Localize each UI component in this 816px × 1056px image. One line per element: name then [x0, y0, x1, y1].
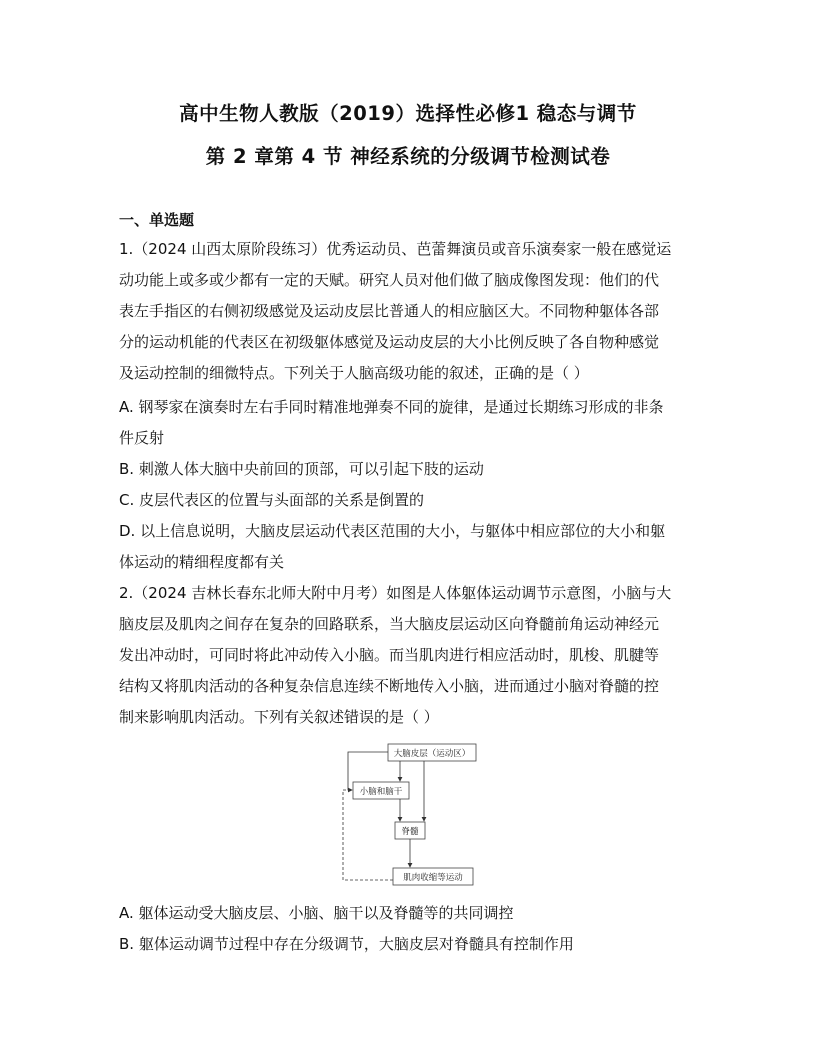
cerebellum-label: 小脑和脑干 [359, 787, 403, 797]
document-title-line1: 高中生物人教版（2019）选择性必修1 稳态与调节 [179, 102, 637, 125]
question-1-stem-line: 表左手指区的右侧初级感觉及运动皮层比普通人的相应脑区大。不同物种躯体各部 [119, 302, 660, 320]
question-1-stem-line: 分的运动机能的代表区在初级躯体感觉及运动皮层的大小比例反映了各自物种感觉 [119, 333, 660, 351]
question-1-option-d: D. 以上信息说明，大脑皮层运动代表区范围的大小，与躯体中相应部位的大小和躯 [119, 522, 666, 540]
question-2-stem-line: 结构又将肌肉活动的各种复杂信息连续不断地传入小脑，进而通过小脑对脊髓的控 [119, 677, 660, 695]
question-2-stem-line: 2.（2024 吉林长春东北师大附中月考）如图是人体躯体运动调节示意图，小脑与大 [119, 584, 672, 602]
question-1-option-c: C. 皮层代表区的位置与头面部的关系是倒置的 [119, 491, 425, 509]
question-1-stem-line: 1.（2024 山西太原阶段练习）优秀运动员、芭蕾舞演员或音乐演奏家一般在感觉运 [119, 240, 672, 258]
question-1-stem-line: 及运动控制的细微特点。下列关于人脑高级功能的叙述，正确的是（ ） [119, 364, 589, 382]
spinal-label: 脊髓 [401, 827, 419, 837]
question-2-stem-line: 制来影响肌肉活动。下列有关叙述错误的是（ ） [119, 708, 439, 726]
question-2-option-b: B. 躯体运动调节过程中存在分级调节，大脑皮层对脊髓具有控制作用 [119, 935, 574, 953]
question-1-option-d-cont: 体运动的精细程度都有关 [119, 553, 285, 571]
motor-regulation-diagram [338, 740, 480, 888]
document-title-line2: 第 2 章第 4 节 神经系统的分级调节检测试卷 [205, 145, 611, 168]
feedback-dashed-arrow [343, 790, 393, 880]
question-2-stem-line: 脑皮层及肌肉之间存在复杂的回路联系，当大脑皮层运动区向脊髓前角运动神经元 [119, 615, 660, 633]
question-1-option-b: B. 刺激人体大脑中央前回的顶部，可以引起下肢的运动 [119, 460, 484, 478]
section-heading: 一、单选题 [119, 211, 195, 229]
cortex-label: 大脑皮层（运动区） [393, 749, 471, 759]
question-1-option-a-cont: 件反射 [119, 429, 165, 447]
question-1-option-a: A. 钢琴家在演奏时左右手同时精准地弹奏不同的旋律，是通过长期练习形成的非条 [119, 398, 664, 416]
muscle-label: 肌肉收缩等运动 [403, 873, 463, 883]
question-2-stem-line: 发出冲动时，可同时将此冲动传入小脑。而当肌肉进行相应活动时，肌梭、肌腱等 [119, 646, 660, 664]
question-2-option-a: A. 躯体运动受大脑皮层、小脑、脑干以及脊髓等的共同调控 [119, 904, 514, 922]
question-1-stem-line: 动功能上或多或少都有一定的天赋。研究人员对他们做了脑成像图发现：他们的代 [119, 271, 660, 289]
